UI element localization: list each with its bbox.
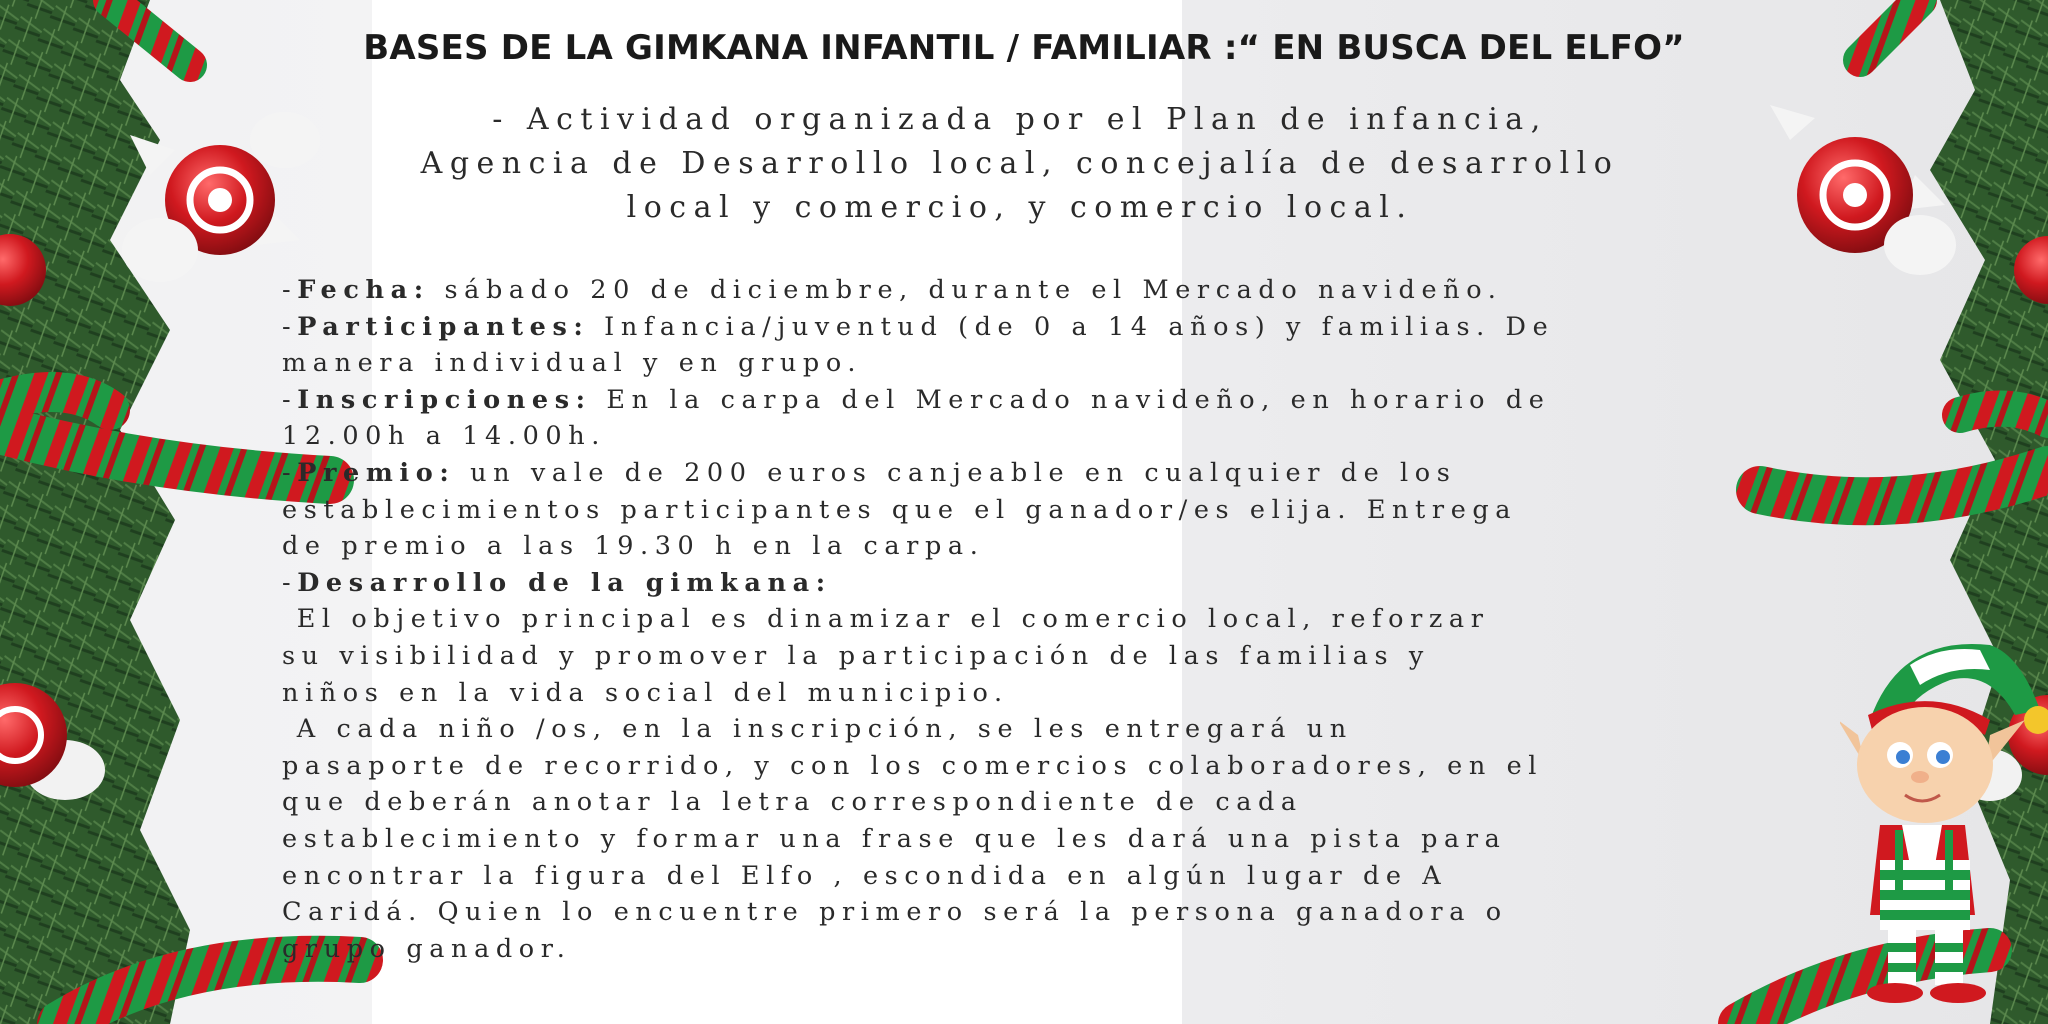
premio-cont: de premio a las 19.30 h en la carpa. [282, 531, 985, 562]
inscripciones-line: -Inscripciones: En la carpa del Mercado navideño, en horario de [282, 384, 1551, 415]
body-line: niños en la vida social del municipio. [282, 677, 1009, 708]
elf-illustration [1840, 625, 2048, 1005]
rules-body [282, 272, 1892, 967]
body-line: que deberán anotar la letra correspondiente de cada [282, 787, 1303, 818]
fecha-label: Fecha [297, 275, 414, 305]
desarrollo-p2 [282, 711, 1892, 748]
body-line: encontrar la figura del Elfo , escondida en algún lugar de A [282, 860, 1448, 891]
body-line: pasaporte de recorrido, y con los comercios colaboradores, en el [282, 750, 1544, 781]
participantes-label: Participantes [297, 311, 574, 342]
participantes-line: -Participantes: Infancia/juventud (de 0 a 14 años) y familias. De [282, 311, 1555, 342]
subtitle-line: - Actividad organizada por el Plan de infancia, [492, 102, 1548, 137]
inscripciones-cont: 12.00h a 14.00h. [282, 421, 606, 452]
inscripciones-text: En la carpa del Mercado navideño, en horario de [606, 384, 1551, 415]
premio-label: Premio [297, 457, 440, 488]
organizer-subtitle [290, 98, 1750, 230]
premio-line: -Premio: un vale de 200 euros canjeable en cualquier de los [282, 457, 1457, 488]
premio-text: un vale de 200 euros canjeable en cualquier de los [470, 457, 1457, 488]
body-line: su visibilidad y promover la participación de las familias y [282, 640, 1430, 671]
inscripciones-label: Inscripciones [297, 384, 576, 415]
body-line: A cada niño /os, en la inscripción, se les entregará un [296, 714, 1353, 745]
subtitle-line: Agencia de Desarrollo local, concejalía de desarrollo [420, 146, 1620, 181]
body-line: Caridá. Quien lo encuentre primero será la persona ganadora o [282, 897, 1508, 928]
desarrollo-p1 [282, 601, 1892, 638]
body-line: El objetivo principal es dinamizar el comercio local, reforzar [296, 604, 1490, 635]
premio-cont: establecimientos participantes que el ganador/es elija. Entrega [282, 494, 1518, 525]
participantes-text: Infancia/juventud (de 0 a 14 años) y familias. De [604, 311, 1555, 342]
subtitle-line: local y comercio, y comercio local. [626, 190, 1414, 225]
body-line: grupo ganador. [282, 933, 572, 964]
body-line: establecimiento y formar una frase que les dará una pista para [282, 823, 1507, 854]
fecha-text: sábado 20 de diciembre, durante el Mercado navideño. [444, 275, 1503, 305]
page-title: BASES DE LA GIMKANA INFANTIL / FAMILIAR :“ EN BUSCA DEL ELFO” [363, 28, 1685, 68]
desarrollo-line: -Desarrollo de la gimkana: [282, 567, 832, 598]
fecha-line: -Fecha: sábado 20 de diciembre, durante el Mercado navideño. [282, 275, 1503, 305]
participantes-cont: manera individual y en grupo. [282, 348, 863, 379]
desarrollo-label: Desarrollo de la gimkana [297, 567, 816, 598]
